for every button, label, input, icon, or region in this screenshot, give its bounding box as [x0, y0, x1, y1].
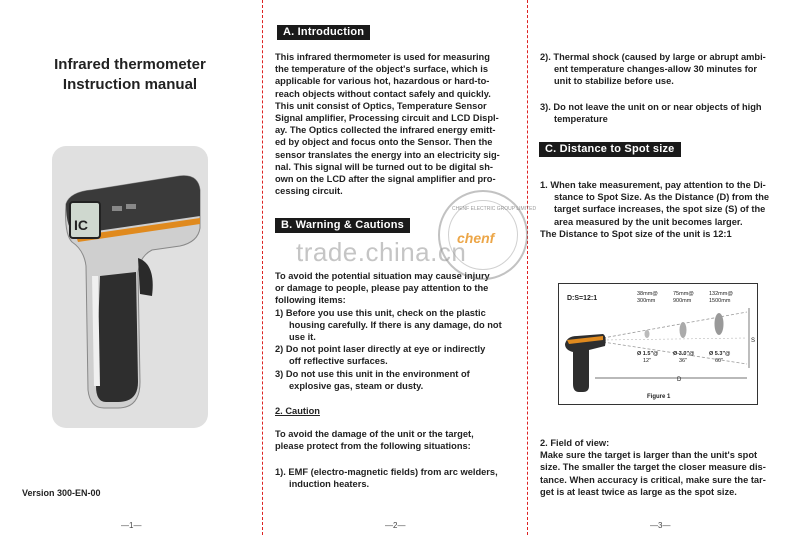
caution-text — [275, 428, 527, 452]
c1-line: area measured by the unit becomes larger. — [554, 216, 743, 227]
stamp-text: CHENF ELECTRIC GROUP LIMITED — [452, 206, 537, 212]
warning-text — [275, 270, 527, 392]
warning-item-cont: explosive gas, steam or dusty. — [289, 380, 424, 391]
intro-line: Signal amplifier, Processing circuit and LCD Displ- — [275, 113, 499, 124]
bottom-label-1b: 12" — [643, 358, 652, 364]
intro-line: applicable for various hot, hazardous or hard-to- — [275, 76, 490, 87]
intro-line: the temperature of the object's surface, which is — [275, 64, 488, 75]
version-label: Version 300-EN-00 — [22, 488, 101, 498]
thermometer-illustration — [52, 146, 208, 428]
page-1 — [0, 0, 263, 535]
fov-line: get is at least twice as large as the spot size. — [540, 486, 737, 497]
top-label-3: 132mm@ — [709, 291, 733, 297]
item-line: unit to stabilize before use. — [554, 76, 674, 87]
s-label: S — [751, 338, 756, 344]
warning-item: 3) Do not use this unit in the environment of — [275, 368, 470, 379]
thermometer-photo — [52, 146, 208, 428]
intro-line: reach objects without contact safely and quickly. — [275, 88, 491, 99]
warning-item: 1) Before you use this unit, check on the plastic — [275, 307, 486, 318]
title-line-2: Instruction manual — [62, 76, 198, 93]
title-line-1: Infrared thermometer — [54, 56, 206, 73]
caution-item-1 — [275, 466, 527, 490]
c1-line: target surface increases, the spot size (S) of the — [554, 204, 766, 215]
warning-item-cont: housing carefully. If there is any damage, do not — [289, 319, 502, 330]
intro-line: sensor translates the energy into an electricity sig- — [275, 149, 500, 160]
intro-line: nal. This signal will be turned out to be digital sh- — [275, 161, 493, 172]
stamp-logo: chenf — [457, 230, 495, 246]
device-screen-text: IC — [74, 217, 88, 233]
document-title — [30, 55, 230, 95]
top-label-2b: 900mm — [673, 298, 692, 304]
fov-heading: 2. Field of view: — [540, 438, 610, 448]
top-label-2: 75mm@ — [673, 291, 694, 297]
warning-item: 2) Do not point laser directly at eye or indirectly — [275, 344, 486, 355]
top-label-3b: 1500mm — [709, 298, 731, 304]
high-temp-item — [540, 101, 785, 125]
item-line: ent temperature changes-allow 30 minutes for — [554, 64, 758, 75]
introduction-text — [275, 51, 527, 197]
bottom-label-3b: 60" — [715, 358, 724, 364]
figure-caption: Figure 1 — [647, 394, 671, 400]
intro-line: cessing circuit. — [275, 186, 343, 197]
top-label-1b: 300mm — [637, 298, 656, 304]
bottom-label-3: Ø 5.3"@ — [709, 351, 731, 357]
intro-line: This unit consist of Optics, Temperature Sensor — [275, 100, 487, 111]
field-of-view-section — [540, 437, 785, 498]
item-line: 2). Thermal shock (caused by large or abrupt ambi- — [540, 52, 766, 62]
caution-item-line: induction heaters. — [289, 479, 370, 490]
intro-line: ed by object and focus onto the Sensor. Then the — [275, 137, 493, 148]
page-number: —3— — [650, 521, 671, 530]
c1-line: 1. When take measurement, pay attention to the Di- — [540, 180, 766, 190]
warning-line: following items: — [275, 295, 346, 306]
ratio-label: D:S=12:1 — [567, 295, 598, 302]
item-line: 3). Do not leave the unit on or near objects of high — [540, 102, 762, 112]
c1-line: stance to Spot Size. As the Distance (D) from the — [554, 192, 770, 203]
warning-line: or damage to people, please pay attention to the — [275, 283, 489, 294]
fov-line: Make sure the target is larger than the unit's spot — [540, 450, 758, 461]
warning-item-cont: off reflective surfaces. — [289, 356, 388, 367]
section-b-heading: B. Warning & Cautions — [275, 218, 410, 233]
d-label: D — [677, 377, 682, 383]
figure-1 — [558, 283, 758, 405]
distance-spot-diagram — [559, 284, 759, 406]
section-c-heading: C. Distance to Spot size — [539, 142, 681, 157]
bottom-label-2: Ø 3.0"@ — [673, 351, 695, 357]
fov-line: size. The smaller the target the closer measure dis- — [540, 462, 766, 473]
caution-item-line: 1). EMF (electro-magnetic fields) from arc welders, — [275, 467, 498, 477]
c1-line: The Distance to Spot size of the unit is 12:1 — [540, 228, 732, 239]
item-line: temperature — [554, 114, 608, 125]
intro-line: own on the LCD after the signal amplifier and pro- — [275, 174, 496, 185]
caution-heading: 2. Caution — [275, 406, 320, 416]
section-a-heading: A. Introduction — [277, 25, 370, 40]
page-number: —1— — [121, 521, 142, 530]
watermark: trade.china.cn — [296, 237, 467, 267]
thermal-shock-item — [540, 51, 785, 88]
caution-line: please protect from the following situations: — [275, 441, 471, 452]
caution-line: To avoid the damage of the unit or the target, — [275, 429, 474, 439]
distance-spot-text — [540, 179, 785, 240]
warning-item-cont: use it. — [289, 332, 316, 343]
bottom-label-1: Ø 1.5"@ — [637, 351, 659, 357]
fov-line: tance. When accuracy is critical, make sure the tar- — [540, 474, 766, 485]
intro-line: This infrared thermometer is used for measuring — [275, 52, 490, 62]
bottom-label-2b: 36" — [679, 358, 688, 364]
page-number: —2— — [385, 521, 406, 530]
top-label-1: 38mm@ — [637, 291, 658, 297]
warning-line: To avoid the potential situation may cause injury — [275, 271, 490, 281]
intro-line: ay. The Optics collected the infrared energy emitt- — [275, 125, 496, 136]
